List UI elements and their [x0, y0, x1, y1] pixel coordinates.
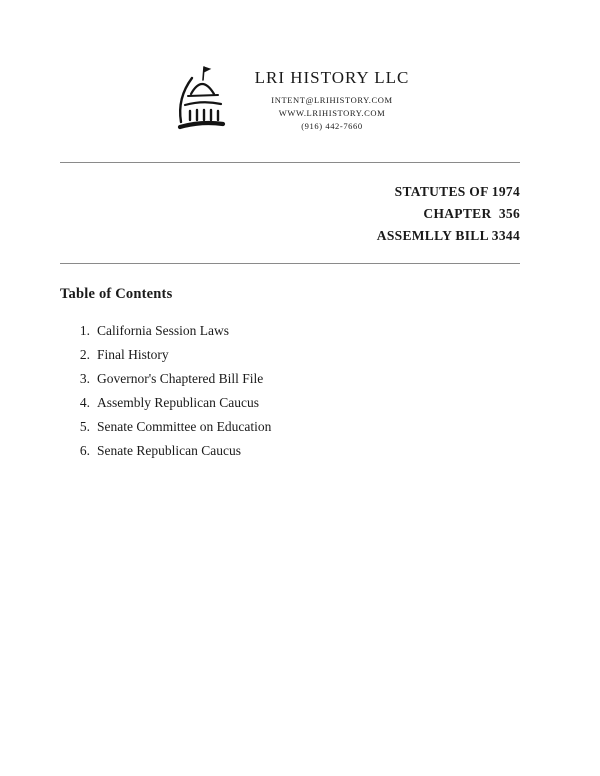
toc-item [72, 391, 520, 415]
toc-item-label: Senate Committee on Education [97, 419, 272, 434]
page-content [60, 0, 520, 463]
chapter-line: CHAPTER 356 [423, 206, 520, 221]
toc-item-number: 5. [79, 419, 90, 434]
toc-item-label: California Session Laws [97, 323, 229, 338]
letterhead-text [255, 62, 410, 133]
company-phone: (916) 442-7660 [301, 121, 363, 131]
toc-item-number: 2. [79, 347, 90, 362]
company-name: LRI HISTORY LLC [254, 68, 410, 87]
toc-item [72, 319, 520, 343]
toc-item [72, 367, 520, 391]
statutes-line: STATUTES OF 1974 [394, 184, 520, 199]
toc-list [72, 319, 520, 463]
toc-item-number: 6. [79, 443, 90, 458]
company-website: WWW.LRIHISTORY.COM [278, 108, 386, 118]
bill-line: ASSEMLLY BILL 3344 [376, 228, 520, 243]
toc-item-label: Governor's Chaptered Bill File [97, 371, 264, 386]
capitol-logo-icon [171, 64, 233, 138]
letterhead [60, 62, 520, 138]
toc-item [72, 439, 520, 463]
toc-item-number: 3. [79, 371, 90, 386]
divider-top [60, 162, 520, 163]
divider-bottom [60, 263, 520, 264]
toc-item-label: Senate Republican Caucus [97, 443, 241, 458]
toc-item [72, 415, 520, 439]
toc-item [72, 343, 520, 367]
toc-title: Table of Contents [60, 286, 173, 302]
statute-reference [60, 181, 520, 247]
toc-item-number: 1. [79, 323, 90, 338]
toc-item-number: 4. [79, 395, 90, 410]
company-email: INTENT@LRIHISTORY.COM [271, 95, 393, 105]
toc-item-label: Assembly Republican Caucus [97, 395, 259, 410]
toc-item-label: Final History [97, 347, 169, 362]
